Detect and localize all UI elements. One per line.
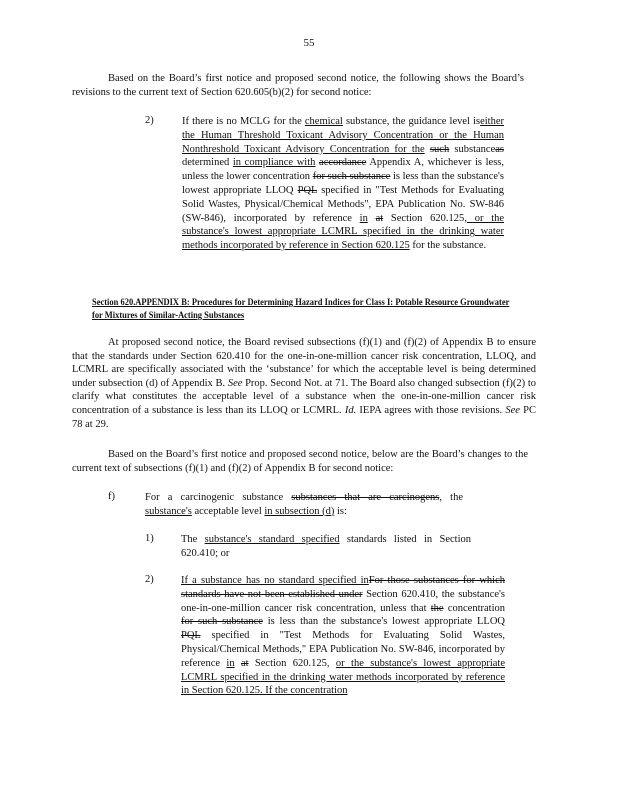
item-2-text: If there is no MCLG for the chemical substance, the guidance level iseither the Human Threshold Toxicant Advisory Concentration or the Human Nonthreshold Toxicant Advisory Concentration for the such substanceas determined in compliance with accordance Appendix A, whichever is less, unless the lower concentration for such substance is less than the substance's lowest appropriate LLOQ PQL specified in "Test Methods for Evaluating Solid Wastes, Physical/Chemical Methods", EPA Publication No. SW-846 (SW-846), incorporated by reference in at Section 620.125, or the substance's lowest appropriate LCMRL specified in the drinking water methods incorporated by reference in Section 620.125 for the substance. — [182, 116, 505, 252]
intro-paragraph-1: Based on the Board’s first notice and proposed second notice, the following shows the Board’s revisions to the current text of Section 620.605(b)(2) for second notice: — [72, 73, 524, 98]
section-heading: Section 620.APPENDIX B: Procedures for Determining Hazard Indices for Class I: Potable Resource Groundwater for Mixtures of Similar-Acting Substances — [92, 297, 510, 320]
subsection-f2-text: If a substance has no standard specified inFor those substances for which standards have not been established under Section 620.410, the substance's one-in-one-million cancer risk concentration, unless that the concentration for such substance is less than the substance's lowest appropriate LLOQ PQL specified in "Test Methods for Evaluating Solid Wastes, Physical/Chemical Methods," EPA Publication No. SW-846, incorporated by reference in at Section 620.125, or the substance's lowest appropriate LCMRL specified in the drinking water methods incorporated by reference in Section 620.125. If the concentration — [181, 575, 506, 697]
subsection-f1-text: The substance's standard specified standards listed in Section 620.410; or — [181, 534, 471, 559]
page-number: 55 — [303, 37, 315, 49]
explanation-paragraph: At proposed second notice, the Board revised subsections (f)(1) and (f)(2) of Appendix B to ensure that the standards under Section 620.410 for the one-in-one-million cancer risk concentration, LLOQ, and LCMRL are specifically associated with the ‘substance’ for which the acceptable level is being determined under subsection (d) of Appendix B. See Prop. Second Not. at 71. The Board also changed subsection (f)(2) to clarify what constitutes the acceptable level of a substance when the one-in-one-million cancer risk concentration of a substance is less than its LLOQ or LCMRL. Id. IEPA agrees with those revisions. See PC 78 at 29. — [72, 337, 537, 430]
subsection-f1-label: 1) — [145, 533, 154, 544]
intro-paragraph-2: Based on the Board’s first notice and proposed second notice, below are the Board’s changes to the current text of subsections (f)(1) and (f)(2) of Appendix B for second notice: — [72, 449, 528, 474]
subsection-f-text: For a carcinogenic substance substances that are carcinogens, the substance's acceptable level in subsection (d) is: — [145, 492, 463, 517]
item-2-label: 2) — [145, 115, 154, 126]
subsection-f-label: f) — [108, 491, 115, 502]
subsection-f2-label: 2) — [145, 574, 154, 585]
